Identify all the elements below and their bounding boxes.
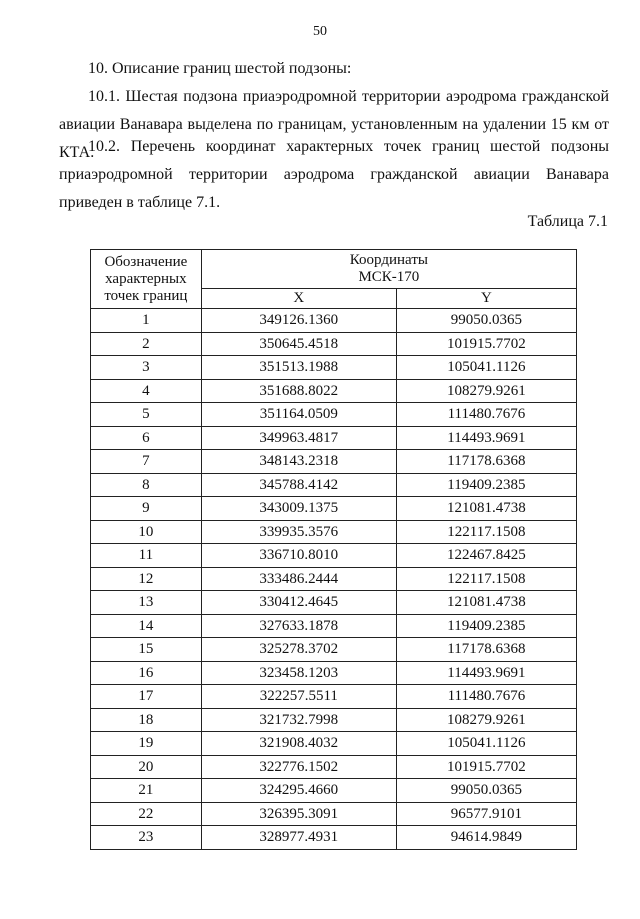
table-row [91,614,577,638]
table-body [91,309,577,850]
cell-y: 101915.7702 [396,332,576,356]
cell-point-number: 15 [91,638,202,662]
header-x: X [201,289,396,309]
table-row [91,309,577,333]
table-row [91,708,577,732]
cell-y: 99050.0365 [396,309,576,333]
table-row [91,591,577,615]
cell-y: 111480.7676 [396,685,576,709]
cell-point-number: 3 [91,356,202,380]
cell-y: 117178.6368 [396,450,576,474]
cell-point-number: 14 [91,614,202,638]
table-row [91,732,577,756]
cell-y: 94614.9849 [396,826,576,850]
cell-y: 122117.1508 [396,520,576,544]
cell-x: 328977.4931 [201,826,396,850]
cell-x: 351513.1988 [201,356,396,380]
cell-point-number: 13 [91,591,202,615]
cell-y: 99050.0365 [396,779,576,803]
table-row [91,826,577,850]
cell-x: 330412.4645 [201,591,396,615]
paragraph-10-2-lead: 10.2. Перечень координат характерных точек границ шестой подзоны [88,138,609,155]
cell-x: 327633.1878 [201,614,396,638]
cell-x: 351164.0509 [201,403,396,427]
paragraph-10-2 [59,133,609,217]
cell-point-number: 22 [91,802,202,826]
table-row [91,379,577,403]
cell-y: 121081.4738 [396,591,576,615]
cell-point-number: 1 [91,309,202,333]
cell-y: 108279.9261 [396,708,576,732]
cell-point-number: 9 [91,497,202,521]
cell-x: 326395.3091 [201,802,396,826]
cell-point-number: 19 [91,732,202,756]
table-row [91,779,577,803]
cell-point-number: 2 [91,332,202,356]
paragraph-10-2-rest: приаэродромной территории аэродрома гражданской авиации Ванавара приведен в таблице 7.1. [59,166,609,211]
header-coordinates-line-2: МСК-170 [358,269,420,285]
header-point-line-2: характерных [105,270,187,287]
cell-point-number: 23 [91,826,202,850]
table-row [91,544,577,568]
cell-x: 323458.1203 [201,661,396,685]
table-row [91,473,577,497]
table-row [91,497,577,521]
cell-y: 122467.8425 [396,544,576,568]
paragraph-10-1-lead: 10.1. Шестая подзона приаэродромной территории аэродрома гражданской [88,88,609,105]
cell-y: 121081.4738 [396,497,576,521]
table-row [91,520,577,544]
table-row [91,567,577,591]
cell-x: 322257.5511 [201,685,396,709]
cell-y: 119409.2385 [396,614,576,638]
cell-point-number: 6 [91,426,202,450]
cell-x: 343009.1375 [201,497,396,521]
cell-x: 349963.4817 [201,426,396,450]
table-row [91,755,577,779]
cell-x: 351688.8022 [201,379,396,403]
table-row [91,802,577,826]
cell-point-number: 10 [91,520,202,544]
cell-y: 96577.9101 [396,802,576,826]
cell-y: 105041.1126 [396,732,576,756]
table-row [91,426,577,450]
header-coordinates-line-1: Координаты [349,252,428,268]
cell-point-number: 5 [91,403,202,427]
cell-x: 324295.4660 [201,779,396,803]
table-row [91,638,577,662]
cell-x: 339935.3576 [201,520,396,544]
header-point-designation [91,250,202,309]
cell-x: 333486.2444 [201,567,396,591]
table-row [91,332,577,356]
cell-point-number: 12 [91,567,202,591]
table-row [91,450,577,474]
cell-x: 345788.4142 [201,473,396,497]
table-row [91,403,577,427]
header-y: Y [396,289,576,309]
table-row [91,685,577,709]
cell-point-number: 8 [91,473,202,497]
header-point-line-1: Обозначение [104,253,188,270]
cell-x: 348143.2318 [201,450,396,474]
cell-x: 349126.1360 [201,309,396,333]
cell-point-number: 18 [91,708,202,732]
cell-point-number: 7 [91,450,202,474]
cell-point-number: 4 [91,379,202,403]
section-heading: 10. Описание границ шестой подзоны: [88,60,352,77]
cell-x: 321732.7998 [201,708,396,732]
coordinates-table [90,249,577,850]
cell-x: 321908.4032 [201,732,396,756]
cell-y: 114493.9691 [396,426,576,450]
cell-point-number: 21 [91,779,202,803]
cell-x: 322776.1502 [201,755,396,779]
cell-y: 117178.6368 [396,638,576,662]
cell-x: 336710.8010 [201,544,396,568]
cell-y: 105041.1126 [396,356,576,380]
cell-point-number: 17 [91,685,202,709]
cell-point-number: 20 [91,755,202,779]
cell-x: 325278.3702 [201,638,396,662]
header-point-line-3: точек границ [104,287,188,304]
cell-point-number: 11 [91,544,202,568]
cell-y: 114493.9691 [396,661,576,685]
cell-y: 122117.1508 [396,567,576,591]
header-coordinates [201,250,576,289]
cell-y: 108279.9261 [396,379,576,403]
cell-y: 101915.7702 [396,755,576,779]
cell-y: 119409.2385 [396,473,576,497]
cell-x: 350645.4518 [201,332,396,356]
table-caption: Таблица 7.1 [527,213,608,230]
cell-point-number: 16 [91,661,202,685]
page-number: 50 [313,24,327,39]
paragraph-10-1-rest: авиации Ванавара выделена по границам, установленным на удалении 15 км от КТА. [59,116,609,161]
cell-y: 111480.7676 [396,403,576,427]
table-row [91,356,577,380]
table-row [91,661,577,685]
